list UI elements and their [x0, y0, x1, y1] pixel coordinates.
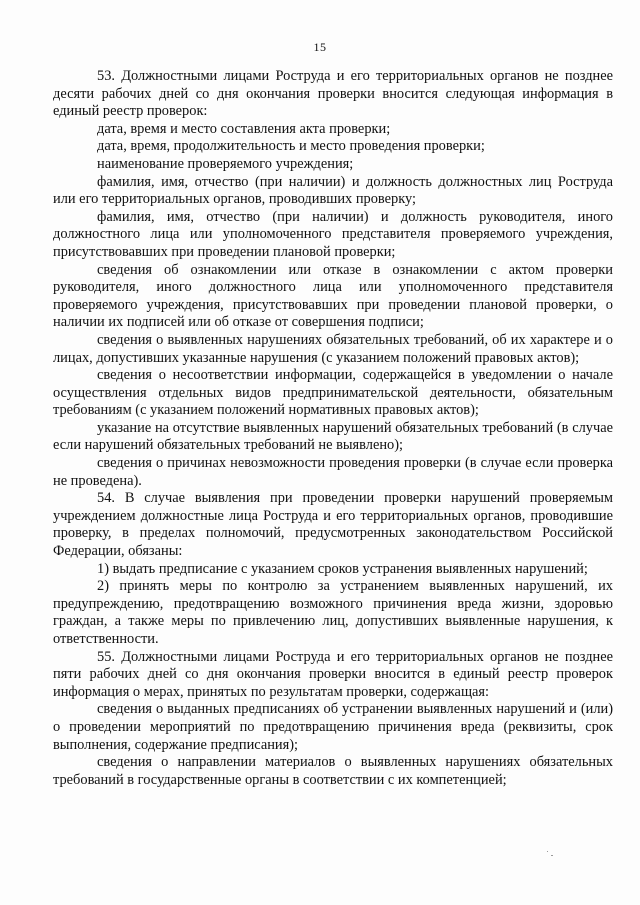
scan-speck [547, 851, 548, 852]
list-item: фамилия, имя, отчество (при наличии) и должность руководителя, иного должностного лица или уполномоченного представителя проверяемого учреждения, присутствовавших при проведении плановой проверки; [53, 208, 613, 260]
page-number: 15 [313, 40, 327, 54]
list-item: сведения о выявленных нарушениях обязательных требований, об их характере и о лицах, допустивших указанные нарушения (с указанием положений правовых актов); [53, 331, 613, 366]
paragraph-53: 53. Должностными лицами Роструда и его территориальных органов не позднее десяти рабочих дней со дня окончания проверки вносится следующая информация в единый реестр проверок: [53, 68, 613, 120]
document-body [53, 68, 613, 789]
list-item: сведения об ознакомлении или отказе в ознакомлении с актом проверки руководителя, иного должностного лица или уполномоченного представителя проверяемого учреждения, присутствовавших при проведении плановой проверки, о наличии их подписей или об отказе от совершения подписи; [53, 261, 613, 331]
scan-speck [551, 855, 553, 856]
list-item: сведения о причинах невозможности проведения проверки (в случае если проверка не проведена). [53, 455, 613, 489]
list-item: дата, время и место составления акта проверки; [97, 120, 391, 137]
list-item: указание на отсутствие выявленных нарушений обязательных требований (в случае если нарушений обязательных требований не выявлено); [53, 419, 613, 454]
list-item: сведения о выданных предписаниях об устранении выявленных нарушений и (или) о проведении мероприятий по предотвращению причинения вреда (реквизиты, срок выполнения, содержание предписания); [53, 701, 613, 753]
paragraph-54: 54. В случае выявления при проведении проверки нарушений проверяемым учреждением должностные лица Роструда и его территориальных органов, проводившие проверку, в пределах полномочий, предусмотренных законодательством Российской Федерации, обязаны: [53, 490, 613, 560]
list-item: 1) выдать предписание с указанием сроков устранения выявленных нарушений; [97, 560, 588, 577]
list-item: наименование проверяемого учреждения; [97, 155, 354, 172]
list-item: сведения о несоответствии информации, содержащейся в уведомлении о начале осуществления отдельных видов предпринимательской деятельности, обязательным требованиям (с указанием положений нормативных правовых актов); [53, 367, 613, 419]
list-item: сведения о направлении материалов о выявленных нарушениях обязательных требований в государственные органы в соответствии с их компетенцией; [53, 754, 613, 788]
paragraph-55: 55. Должностными лицами Роструда и его территориальных органов не позднее пяти рабочих дней со дня окончания проверки вносится в единый реестр проверок информация о мерах, принятых по результатам проверки, содержащая: [53, 648, 613, 700]
list-item: фамилия, имя, отчество (при наличии) и должность должностных лиц Роструда или его территориальных органов, проводивших проверку; [53, 173, 613, 208]
list-item: дата, время, продолжительность и место проведения проверки; [97, 138, 485, 155]
list-item: 2) принять меры по контролю за устранением выявленных нарушений, их предупреждению, предотвращению возможного причинения вреда жизни, здоровью граждан, а также меры по привлечению лиц, допустивших выявленные нарушения, к ответственности. [53, 578, 613, 647]
